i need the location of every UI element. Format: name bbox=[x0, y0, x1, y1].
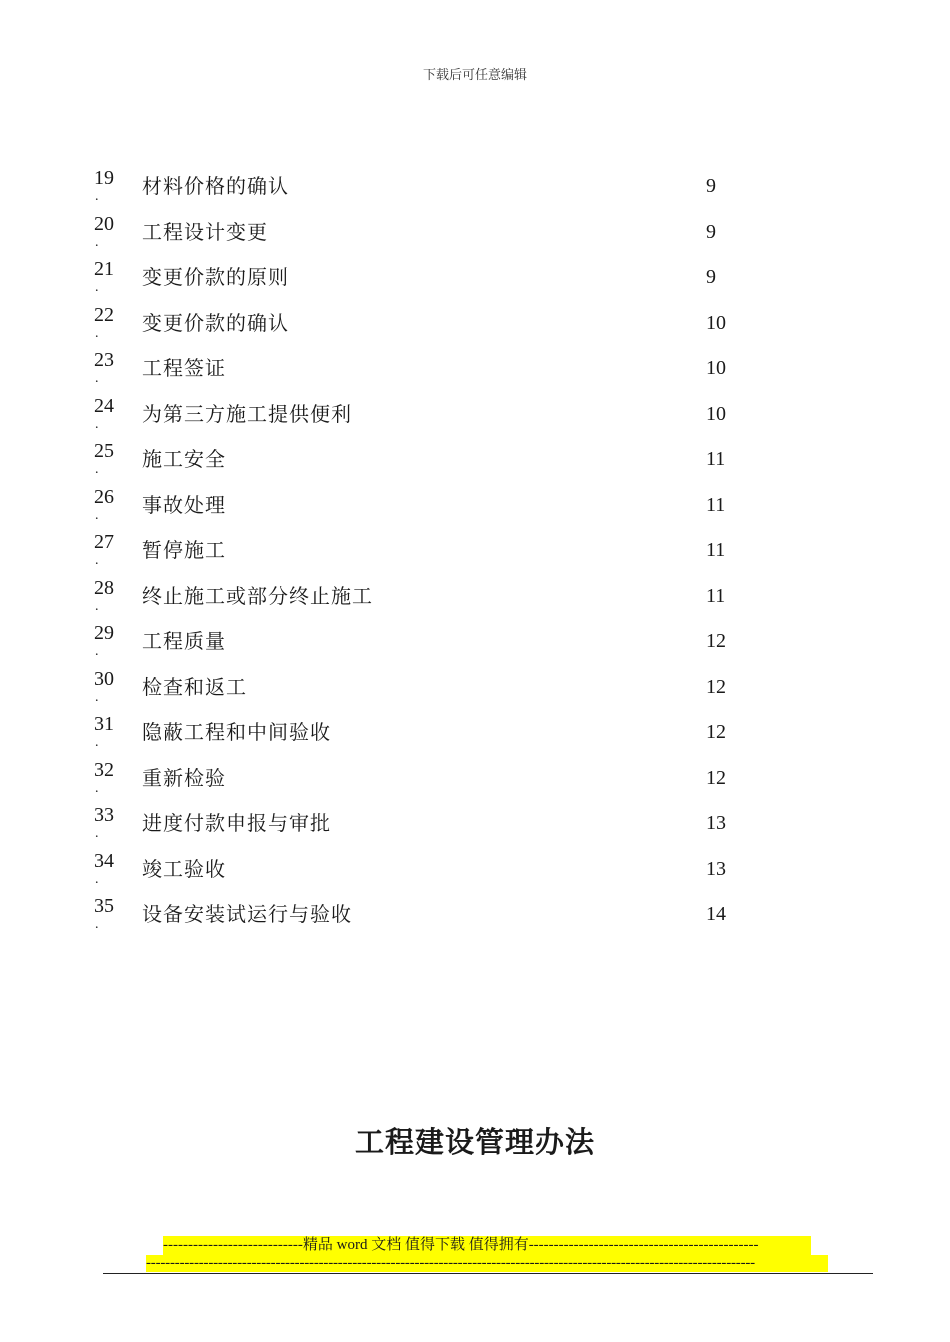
toc-entry bbox=[0, 388, 950, 434]
toc-entry-number: 24 bbox=[94, 394, 114, 417]
toc-entry-page: 11 bbox=[706, 448, 726, 470]
toc-entry-number-dot: . bbox=[95, 644, 99, 659]
page-header: 下载后可任意编辑 bbox=[422, 68, 527, 83]
toc-entry-number-dot: . bbox=[95, 917, 99, 932]
toc-entry-title: 暂停施工 bbox=[142, 538, 226, 562]
toc-entry-title: 设备安装试运行与验收 bbox=[142, 902, 352, 926]
toc-entry-title: 施工安全 bbox=[142, 447, 226, 471]
toc-entry-page: 12 bbox=[706, 630, 726, 652]
toc-entry-number-dot: . bbox=[95, 735, 99, 750]
promo-banner-line-1: ----------------------------精品 word 文档 值得下载 值得拥有---------------------------------------------- bbox=[163, 1236, 811, 1255]
toc-entry-page: 12 bbox=[706, 766, 726, 789]
toc-entry-title: 工程设计变更 bbox=[142, 219, 268, 244]
toc-entry-number-dot: . bbox=[95, 371, 99, 386]
toc-entry-page: 11 bbox=[706, 493, 726, 516]
toc-entry-number-dot: . bbox=[95, 780, 99, 796]
table-of-contents bbox=[0, 160, 950, 934]
toc-entry-number: 28 bbox=[94, 576, 114, 599]
toc-entry-page: 13 bbox=[706, 812, 726, 834]
toc-entry-number-dot: . bbox=[95, 689, 99, 705]
toc-entry-number-dot: . bbox=[95, 598, 99, 614]
toc-entry-page: 9 bbox=[706, 220, 716, 243]
toc-entry-number-dot: . bbox=[95, 553, 99, 568]
toc-entry-number-dot: . bbox=[95, 462, 99, 477]
toc-entry-title: 终止施工或部分终止施工 bbox=[142, 583, 373, 608]
toc-entry-page: 14 bbox=[706, 903, 726, 925]
toc-entry bbox=[0, 160, 950, 206]
toc-entry-number: 29 bbox=[94, 622, 114, 644]
toc-entry bbox=[0, 843, 950, 889]
toc-entry-page: 13 bbox=[706, 857, 726, 880]
toc-entry-number: 26 bbox=[94, 485, 114, 508]
toc-entry-title: 为第三方施工提供便利 bbox=[142, 401, 352, 426]
toc-entry-number: 33 bbox=[94, 804, 114, 826]
toc-entry-title: 事故处理 bbox=[142, 492, 226, 517]
toc-entry bbox=[0, 570, 950, 616]
toc-entry-number-dot: . bbox=[95, 325, 99, 341]
toc-entry-number: 22 bbox=[94, 303, 114, 326]
toc-entry-title: 材料价格的确认 bbox=[142, 174, 289, 198]
toc-entry bbox=[0, 615, 950, 661]
toc-entry bbox=[0, 524, 950, 570]
toc-entry-page: 12 bbox=[706, 721, 726, 743]
toc-entry-number: 32 bbox=[94, 758, 114, 781]
toc-entry-number: 25 bbox=[94, 440, 114, 462]
toc-entry-page: 10 bbox=[706, 357, 726, 379]
toc-entry-number: 19 bbox=[94, 167, 114, 189]
toc-entry-page: 10 bbox=[706, 311, 726, 334]
toc-entry-number-dot: . bbox=[95, 189, 99, 204]
toc-entry-number-dot: . bbox=[95, 826, 99, 841]
toc-entry-number-dot: . bbox=[95, 871, 99, 887]
toc-entry-page: 9 bbox=[706, 175, 716, 197]
toc-entry-page: 9 bbox=[706, 266, 716, 288]
toc-entry bbox=[0, 251, 950, 297]
toc-entry-title: 竣工验收 bbox=[142, 856, 226, 881]
toc-entry-title: 变更价款的确认 bbox=[142, 310, 289, 335]
toc-entry-page: 11 bbox=[706, 539, 726, 561]
toc-entry-page: 11 bbox=[706, 584, 726, 607]
toc-entry bbox=[0, 342, 950, 388]
toc-entry-title: 工程签证 bbox=[142, 356, 226, 380]
toc-entry bbox=[0, 706, 950, 752]
toc-entry-title: 进度付款申报与审批 bbox=[142, 811, 331, 835]
toc-entry bbox=[0, 433, 950, 479]
toc-entry-number-dot: . bbox=[95, 280, 99, 295]
toc-entry bbox=[0, 206, 950, 252]
toc-entry-number: 20 bbox=[94, 212, 114, 235]
toc-entry-number: 30 bbox=[94, 667, 114, 690]
toc-entry bbox=[0, 661, 950, 707]
toc-entry-number-dot: . bbox=[95, 416, 99, 432]
toc-entry-number: 31 bbox=[94, 713, 114, 735]
toc-entry-number: 27 bbox=[94, 531, 114, 553]
toc-entry-page: 10 bbox=[706, 402, 726, 425]
toc-entry-number-dot: . bbox=[95, 234, 99, 250]
toc-entry-title: 检查和返工 bbox=[142, 674, 247, 699]
toc-entry bbox=[0, 297, 950, 343]
promo-banner-line-2: ------------------------------------------------------------------------------------------------------------------------------- bbox=[146, 1255, 828, 1272]
toc-entry-title: 隐蔽工程和中间验收 bbox=[142, 720, 331, 744]
toc-entry-number: 23 bbox=[94, 349, 114, 371]
footer-divider bbox=[103, 1273, 873, 1274]
toc-entry-title: 变更价款的原则 bbox=[142, 265, 289, 289]
toc-entry bbox=[0, 888, 950, 934]
toc-entry-number: 35 bbox=[94, 895, 114, 917]
toc-entry bbox=[0, 797, 950, 843]
toc-entry-title: 工程质量 bbox=[142, 629, 226, 653]
toc-entry-number: 34 bbox=[94, 849, 114, 872]
toc-entry bbox=[0, 752, 950, 798]
toc-entry-title: 重新检验 bbox=[142, 765, 226, 790]
toc-entry-page: 12 bbox=[706, 675, 726, 698]
toc-entry-number-dot: . bbox=[95, 507, 99, 523]
toc-entry bbox=[0, 479, 950, 525]
document-title: 工程建设管理办法 bbox=[354, 1125, 595, 1159]
toc-entry-number: 21 bbox=[94, 258, 114, 280]
